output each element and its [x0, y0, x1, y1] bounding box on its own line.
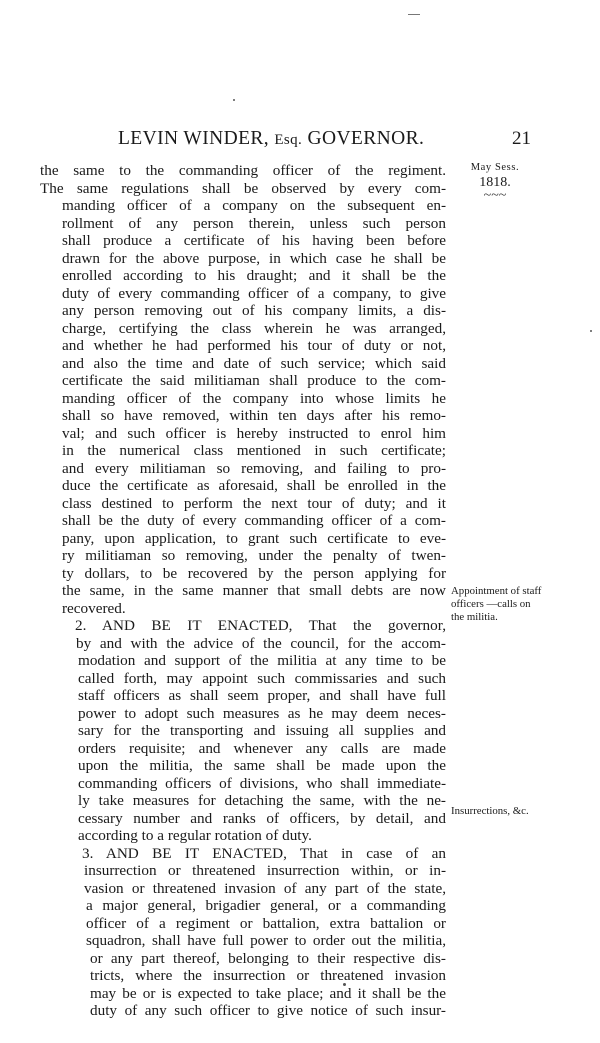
text-line: in the numerical class mentioned in such certificate; [62, 442, 446, 459]
text-line: shall be the duty of every commanding officer of a com- [62, 512, 446, 529]
text-line: upon the militia, the same shall be made upon the [78, 757, 446, 774]
section-heading-line: 3. AND BE IT ENACTED, That in case of an [82, 844, 446, 862]
text-line: duce the certificate as aforesaid, shall be enrolled in the [62, 477, 446, 494]
text-line: the same to the commanding officer of the regiment. [40, 162, 446, 179]
text-line: class destined to perform the next tour of duty; and it [62, 494, 446, 512]
text-line: ly take measures for detaching the same, with the ne- [78, 792, 446, 809]
session-year: 1818. [479, 175, 511, 190]
text-line: power to adopt such measures as he may deem neces- [78, 704, 446, 722]
text-line: a major general, brigadier general, or a commanding [86, 897, 446, 914]
text-line: or any part thereof, belonging to their respective dis- [90, 949, 446, 967]
running-head-main: LEVIN WINDER, [118, 128, 270, 149]
text-line: and whether he had performed his tour of duty or not, [62, 337, 446, 354]
text-line: enrolled according to his draught; and it shall be the [62, 267, 446, 284]
text-line: according to a regular rotation of duty. [78, 827, 312, 844]
text-line: may be or is expected to take place; and it shall be the [90, 984, 446, 1002]
text-line: The same regulations shall be observed by every com- [40, 179, 446, 197]
text-line: vasion or threatened invasion of any part of the state, [84, 879, 446, 897]
text-line: charge, certifying the class wherein he was arranged, [62, 319, 446, 337]
text-line: recovered. [62, 599, 126, 617]
text-line: manding officer of the company into whose limits he [62, 389, 446, 407]
running-head-esq: Esq. [274, 132, 303, 148]
scan-speck [590, 330, 592, 332]
section-heading-line: 2. AND BE IT ENACTED, That the governor, [75, 617, 446, 634]
running-head [118, 128, 424, 150]
text-line: manding officer of a company on the subsequent en- [62, 197, 446, 214]
running-head-title: GOVERNOR. [307, 128, 425, 149]
text-line: called forth, may appoint such commissaries and such [78, 669, 446, 687]
text-line: commanding officers of divisions, who shall immediate- [78, 774, 446, 792]
text-line: shall so have removed, within ten days after his remo- [62, 407, 446, 424]
text-line: staff officers as shall seem proper, and shall have full [78, 687, 446, 704]
text-line: val; and such officer is hereby instructed to enrol him [62, 424, 446, 442]
text-line: and also the time and date of such service; which said [62, 354, 446, 372]
text-line: duty of any such officer to give notice of such insur- [90, 1002, 446, 1019]
text-line: tricts, where the insurrection or threatened invasion [90, 967, 446, 984]
session-label: May Sess. [470, 162, 520, 173]
side-note-insurrections: Insurrections, &c. [451, 805, 529, 817]
text-line: duty of every commanding officer of a company, to give [62, 284, 446, 302]
text-line: certificate the said militiaman shall produce to the com- [62, 372, 446, 389]
text-line: rollment of any person therein, unless such person [62, 214, 446, 232]
text-line: modation and support of the militia at any time to be [78, 652, 446, 669]
text-line: pany, upon application, to grant such certificate to eve- [62, 529, 446, 547]
body-text [40, 162, 446, 1020]
scan-speck [233, 99, 235, 101]
page-number: 21 [512, 128, 531, 149]
text-line: cessary number and ranks of officers, by detail, and [78, 809, 446, 827]
margin-session-note [456, 162, 534, 201]
text-line: sary for the transporting and issuing all supplies and [78, 722, 446, 739]
text-line: ty dollars, to be recovered by the person applying for [62, 564, 446, 582]
text-line: ry militiaman so removing, under the penalty of twen- [62, 547, 446, 564]
text-line: and every militiaman so removing, and failing to pro- [62, 459, 446, 477]
text-line: officer of a regiment or battalion, extra battalion or [86, 914, 446, 932]
session-flourish: ~~~ [483, 188, 507, 203]
text-line: orders requisite; and whenever any calls are made [78, 739, 446, 757]
text-line: the same, in the same manner that small debts are now [62, 582, 446, 599]
text-line: any person removing out of his company limits, a dis- [62, 302, 446, 319]
text-line: insurrection or threatened insurrection within, or in- [84, 862, 446, 879]
text-line: squadron, shall have full power to order out the militia, [86, 932, 446, 949]
scan-mark [408, 14, 420, 15]
text-line: shall produce a certificate of his having been before [62, 232, 446, 249]
text-line: drawn for the above purpose, in which case he shall be [62, 249, 446, 267]
text-line: by and with the advice of the council, for the accom- [76, 634, 446, 652]
side-note-appointment: Appointment of staff officers —calls on the militia. [451, 585, 542, 623]
